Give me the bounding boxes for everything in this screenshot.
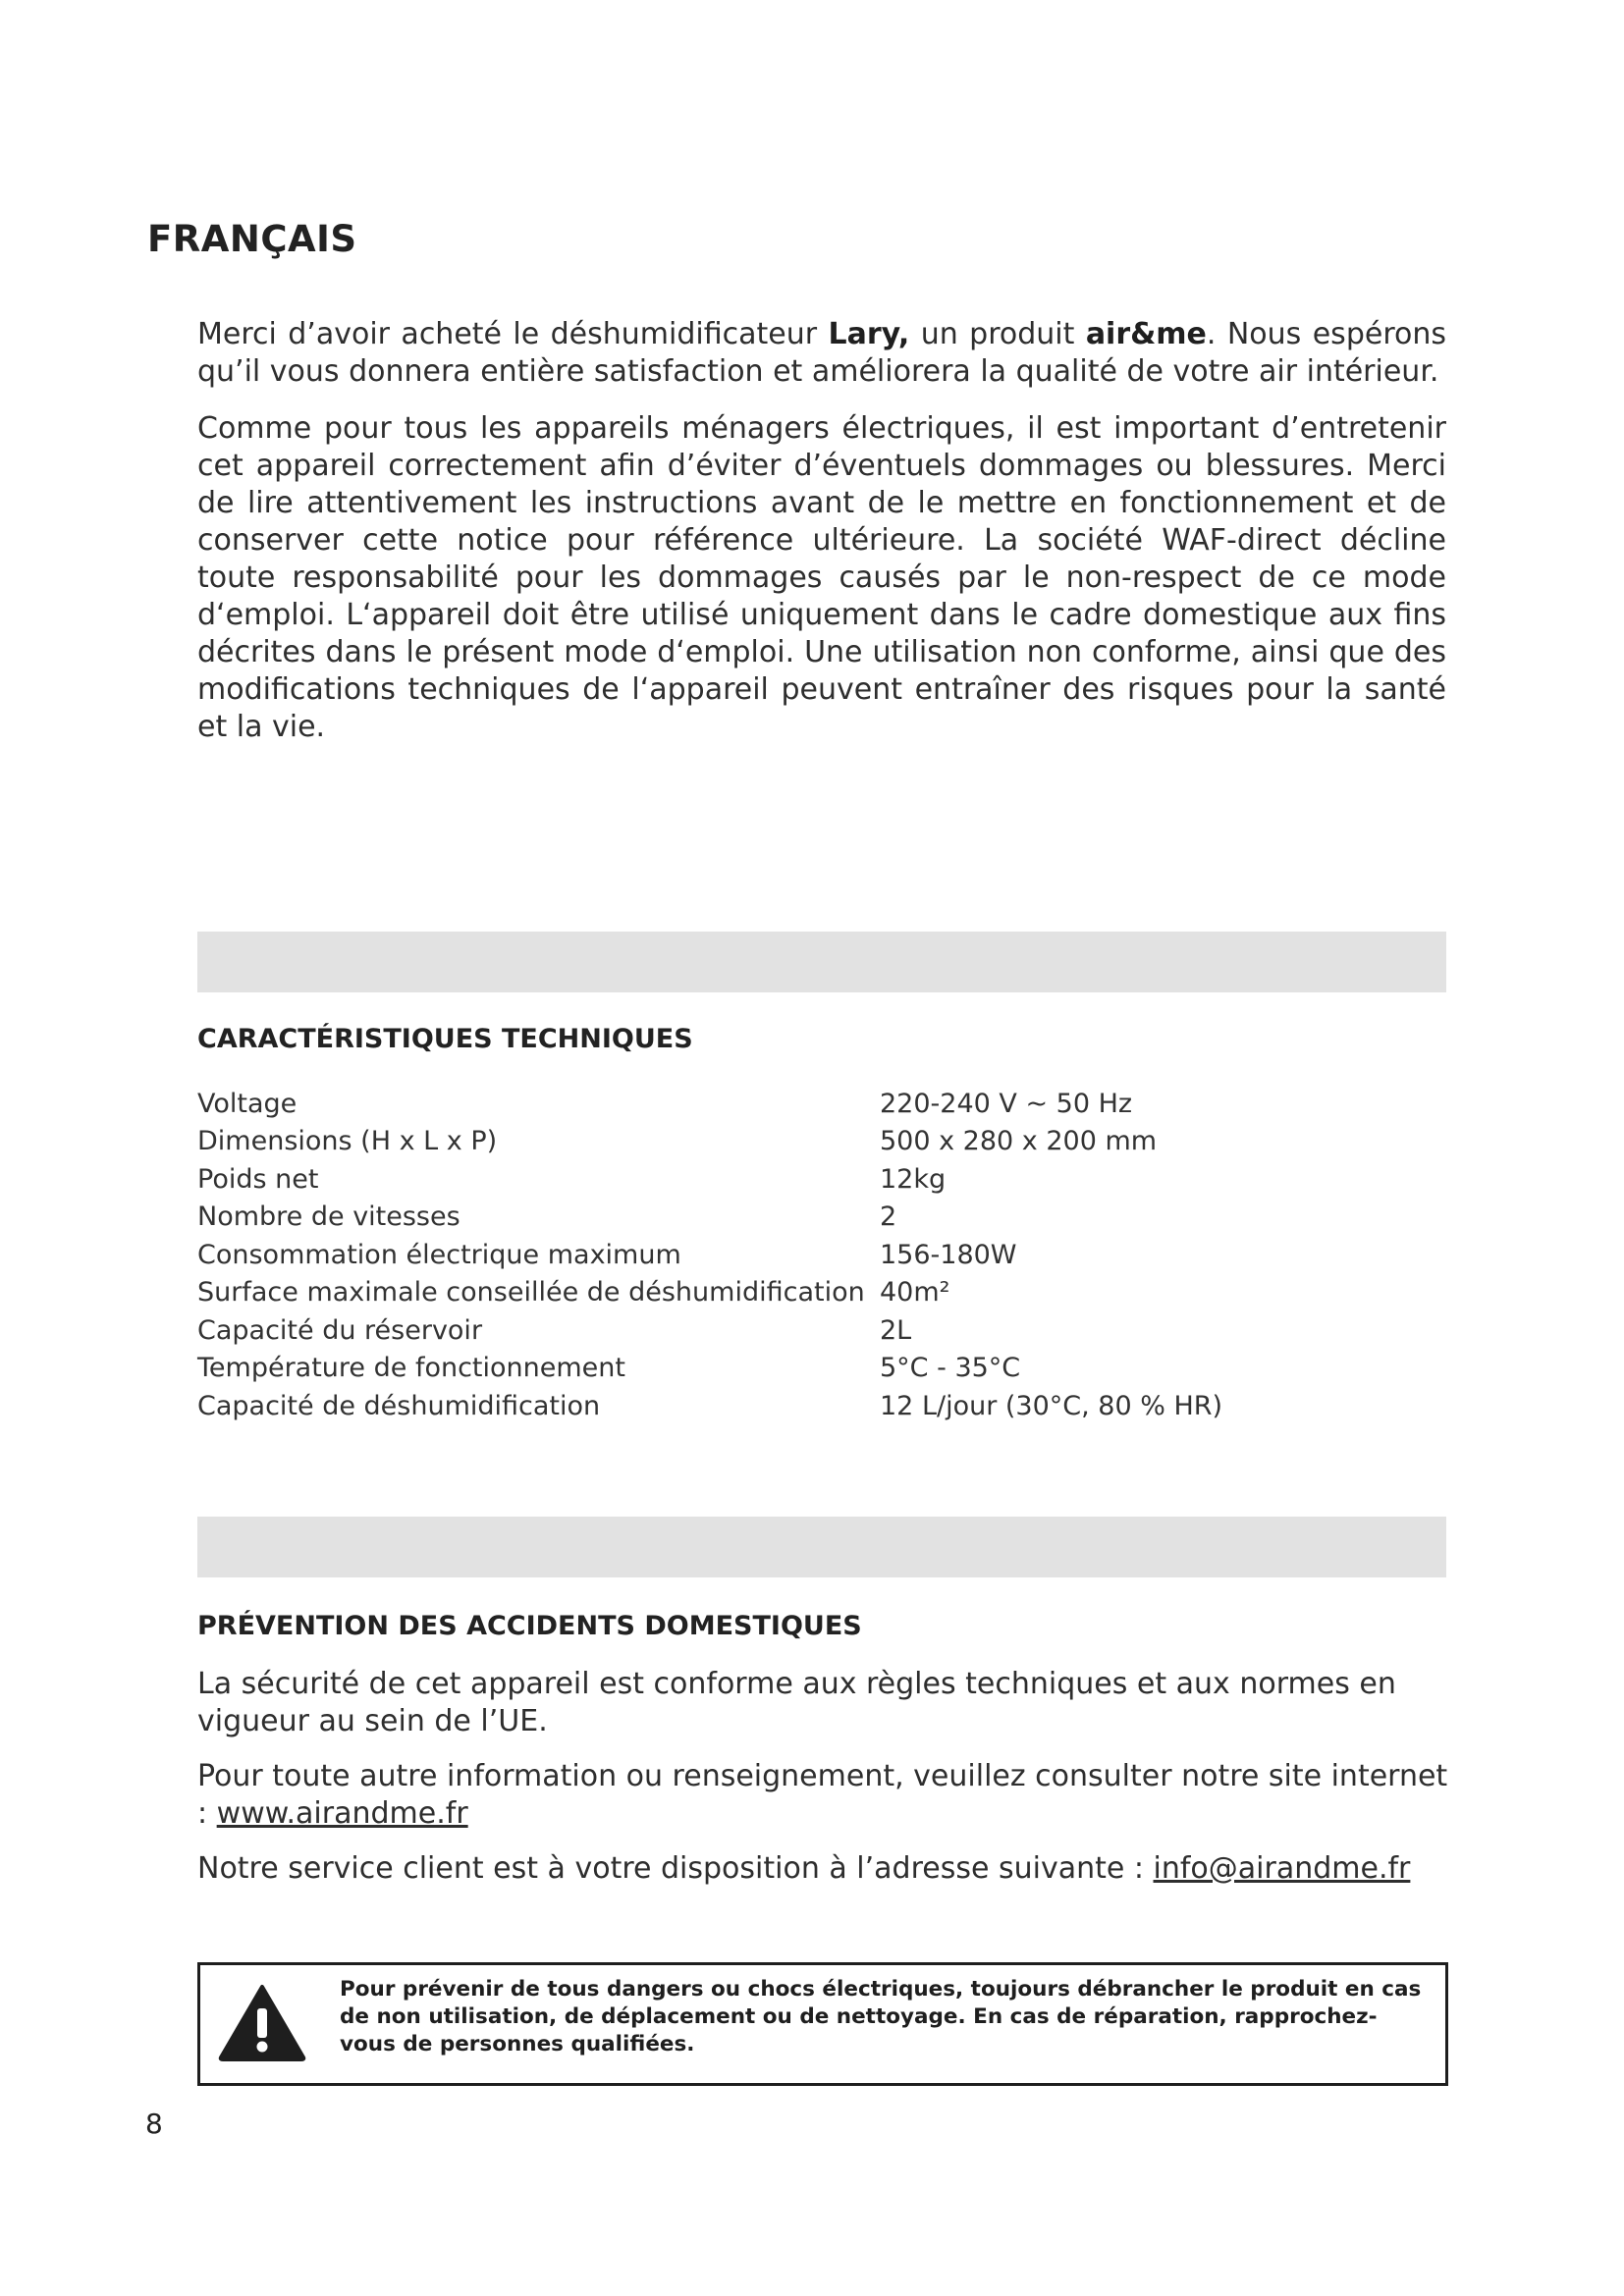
intro-text: . Nous espérons qu’il vous donnera entière satisfaction et améliorera la qualité de votre air intérieur. bbox=[197, 317, 1446, 389]
warning-text: Pour prévenir de tous dangers ou chocs électriques, toujours débrancher le produit en cas de non utilisation, de déplacement ou de nettoyage. En cas de réparation, rapprochez-vous de personnes qualifiées. bbox=[340, 1977, 1422, 2056]
prevention-text: Notre service client est à votre disposition à l’adresse suivante : bbox=[197, 1851, 1154, 1886]
spec-value: 40m² bbox=[880, 1277, 950, 1308]
email-link[interactable]: info@airandme.fr bbox=[1153, 1851, 1411, 1886]
spec-value: 2 bbox=[880, 1201, 897, 1233]
product-name: Lary, bbox=[828, 317, 910, 351]
warning-triangle-icon bbox=[218, 1983, 306, 2061]
section-band bbox=[197, 1517, 1446, 1577]
spec-label: Capacité du réservoir bbox=[197, 1314, 483, 1346]
spec-row bbox=[197, 1199, 1277, 1237]
intro-paragraph-1 bbox=[197, 316, 1446, 391]
language-heading: FRANÇAIS bbox=[147, 218, 357, 260]
intro-text: Merci d’avoir acheté le déshumidificateur bbox=[197, 317, 829, 351]
spec-label: Consommation électrique maximum bbox=[197, 1239, 681, 1270]
prevention-paragraph-3 bbox=[197, 1850, 1452, 1888]
spec-row bbox=[197, 1085, 1277, 1123]
spec-label: Température de fonctionnement bbox=[197, 1353, 625, 1384]
warning-box bbox=[197, 1962, 1448, 2086]
spec-value: 500 x 280 x 200 mm bbox=[880, 1126, 1158, 1157]
intro-section bbox=[197, 316, 1446, 766]
brand-name: air&me bbox=[1085, 317, 1207, 351]
spec-label: Dimensions (H x L x P) bbox=[197, 1126, 498, 1157]
website-link[interactable]: www.airandme.fr bbox=[216, 1796, 468, 1831]
spec-value: 5°C - 35°C bbox=[880, 1353, 1021, 1384]
spec-value: 12 L/jour (30°C, 80 % HR) bbox=[880, 1390, 1223, 1421]
prevention-paragraph-1: La sécurité de cet appareil est conforme aux règles techniques et aux normes en vigueur au sein de l’UE. bbox=[197, 1667, 1396, 1738]
intro-text: un produit bbox=[909, 317, 1086, 351]
prevention-section bbox=[197, 1666, 1452, 1905]
spec-row bbox=[197, 1311, 1277, 1350]
spec-row bbox=[197, 1123, 1277, 1161]
section-band bbox=[197, 932, 1446, 992]
spec-row bbox=[197, 1236, 1277, 1274]
prevention-paragraph-2 bbox=[197, 1758, 1452, 1833]
spec-value: 156-180W bbox=[880, 1239, 1017, 1270]
spec-row bbox=[197, 1160, 1277, 1199]
specs-title: CARACTÉRISTIQUES TECHNIQUES bbox=[197, 1024, 693, 1054]
specs-table bbox=[197, 1085, 1277, 1425]
spec-row bbox=[197, 1387, 1277, 1425]
spec-row bbox=[197, 1274, 1277, 1312]
spec-value: 220-240 V ~ 50 Hz bbox=[880, 1088, 1133, 1119]
spec-value: 2L bbox=[880, 1314, 912, 1346]
spec-value: 12kg bbox=[880, 1163, 947, 1195]
spec-label: Voltage bbox=[197, 1088, 298, 1119]
spec-label: Capacité de déshumidification bbox=[197, 1390, 601, 1421]
intro-paragraph-2: Comme pour tous les appareils ménagers électriques, il est important d’entretenir cet appareil correctement afin d’éviter d’éventuels dommages ou blessures. Merci de lire attentivement les instructions avant de le mettre en fonctionnement et de conserver cette notice pour référence ultérieure. La société WAF-direct décline toute responsabilité pour les dommages causés par le non-respect de ce mode d‘emploi. L‘appareil doit être utilisé uniquement dans le cadre domestique aux fins décrites dans le présent mode d‘emploi. Une utilisation non conforme, ainsi que des modifications techniques de l‘appareil peuvent entraîner des risques pour la santé et la vie. bbox=[197, 411, 1446, 744]
spec-label: Surface maximale conseillée de déshumidification bbox=[197, 1277, 865, 1308]
prevention-title: PRÉVENTION DES ACCIDENTS DOMESTIQUES bbox=[197, 1611, 862, 1641]
page-number: 8 bbox=[145, 2108, 163, 2140]
spec-label: Poids net bbox=[197, 1163, 319, 1195]
spec-row bbox=[197, 1350, 1277, 1388]
prevention-text: Pour toute autre information ou renseignement, veuillez consulter notre site internet : bbox=[197, 1759, 1448, 1831]
spec-label: Nombre de vitesses bbox=[197, 1201, 460, 1233]
